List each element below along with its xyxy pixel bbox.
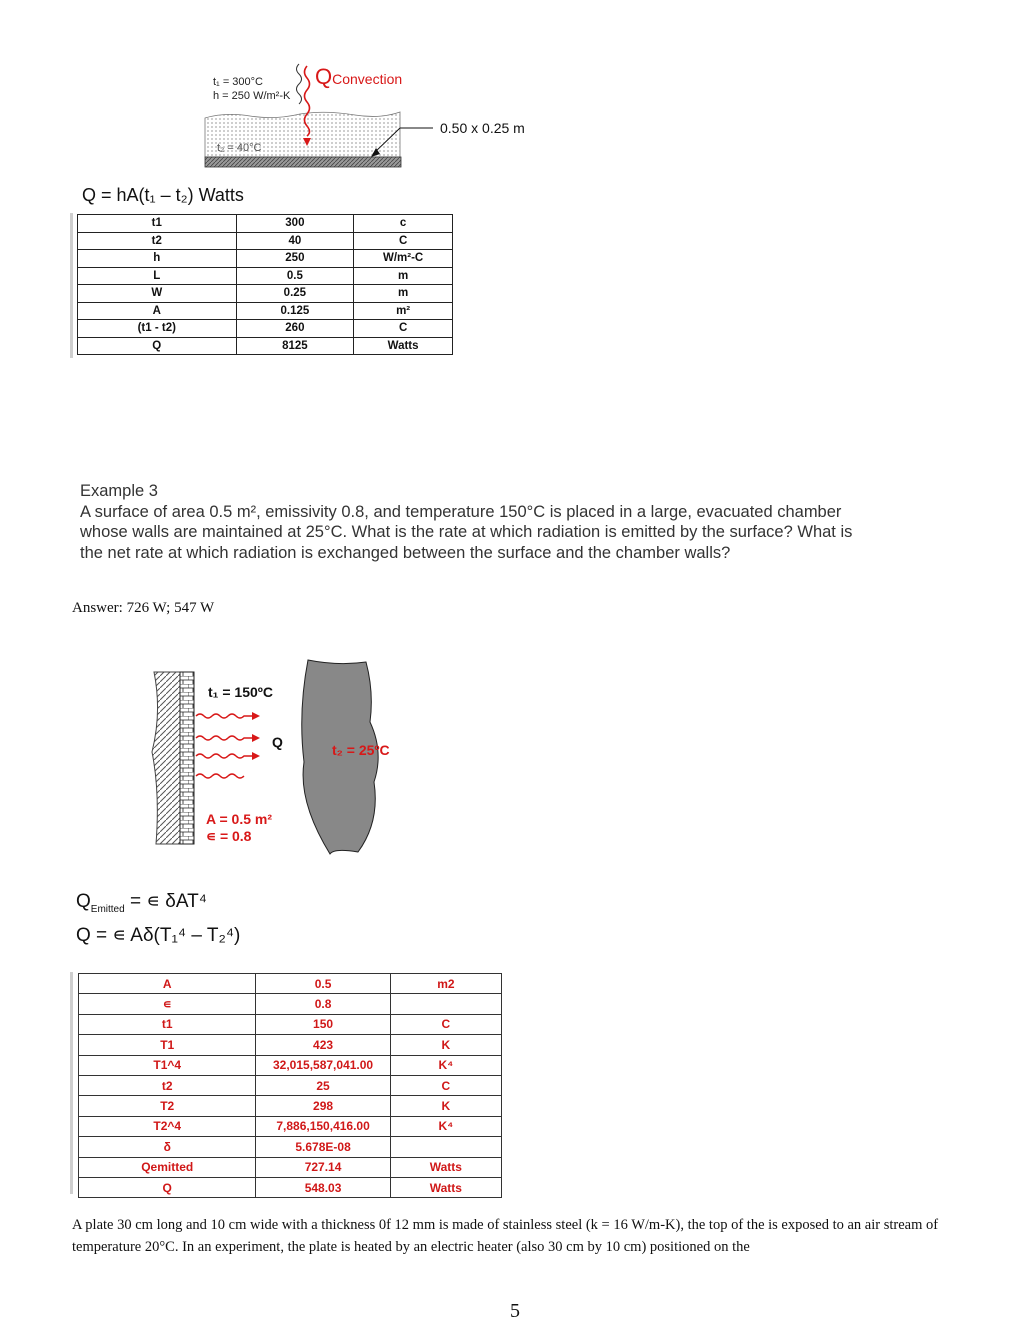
table-cell: 0.125 <box>236 302 354 320</box>
radiation-figure <box>148 652 428 862</box>
table-row <box>78 337 453 355</box>
table-cell: m² <box>354 302 453 320</box>
table-row <box>79 1096 502 1116</box>
radiation-arrowheads <box>252 712 260 760</box>
table-cell: Q <box>78 337 237 355</box>
table-cell: 25 <box>256 1075 390 1095</box>
table-cell: 5.678E-08 <box>256 1137 390 1157</box>
table-row <box>79 1157 502 1177</box>
table-cell: 32,015,587,041.00 <box>256 1055 390 1075</box>
table-cell: m <box>354 267 453 285</box>
table-cell: Watts <box>390 1157 501 1177</box>
q-symbol: Q <box>315 64 333 89</box>
q-convection-label <box>315 64 402 90</box>
table-cell: 8125 <box>236 337 354 355</box>
table-cell: T2^4 <box>79 1116 256 1136</box>
table-cell: 727.14 <box>256 1157 390 1177</box>
problem-paragraph: A plate 30 cm long and 10 cm wide with a thickness 0f 12 mm is made of stainless steel (k = 16 W/m-K), the top of the is exposed to an air stream of temperature 20°C. In an experiment, the plate is heated by an electric heater (also 30 cm by 10 cm) positioned on the <box>72 1217 939 1255</box>
fig2-t2-label: t₂ = 25ºC <box>332 742 390 758</box>
table-row <box>78 267 453 285</box>
brick-surface <box>180 672 194 844</box>
table-cell: 250 <box>236 250 354 268</box>
table-row <box>78 320 453 338</box>
answer-text: Answer: 726 W; 547 W <box>72 600 215 616</box>
table-cell: C <box>390 1014 501 1034</box>
radiation-table <box>78 973 502 1198</box>
table-cell: 260 <box>236 320 354 338</box>
table-cell: Qemitted <box>79 1157 256 1177</box>
table-cell <box>390 1137 501 1157</box>
q-subscript: Convection <box>332 71 403 87</box>
left-margin-mark <box>70 213 73 358</box>
wall-hatch <box>152 672 180 844</box>
table-cell: 0.5 <box>236 267 354 285</box>
fig2-t1-label: t₁ = 150ºC <box>208 684 273 700</box>
dimension-label: 0.50 x 0.25 m <box>440 120 525 136</box>
table-cell: W <box>78 285 237 303</box>
label-brace <box>297 64 302 104</box>
t1-label: t₁ = 300°C <box>213 76 263 88</box>
table-cell: C <box>390 1075 501 1095</box>
table-row <box>79 1116 502 1136</box>
emitted-rest: = ∊ δAT⁴ <box>124 891 207 912</box>
convection-figure <box>195 58 555 178</box>
example-3-body: A surface of area 0.5 m², emissivity 0.8, and temperature 150°C is placed in a large, evacuated chamber whose walls are maintained at 25°C. What is the rate at which radiation is emitted by the surface? What is the net rate at which radiation is exchanged between the surface and the chamber walls? <box>80 502 853 562</box>
radiation-arrows <box>196 714 252 778</box>
table-cell: L <box>78 267 237 285</box>
plate <box>205 157 401 167</box>
table-cell: t1 <box>78 215 237 233</box>
table-cell: 40 <box>236 232 354 250</box>
table-cell: Q <box>79 1177 256 1197</box>
t2-label: t₂ = 40°C <box>217 142 262 154</box>
page-number: 5 <box>510 1300 520 1322</box>
emitted-subscript: Emitted <box>90 903 125 915</box>
left-margin-mark <box>70 972 73 1194</box>
table-cell: T1 <box>79 1035 256 1055</box>
table-cell: h <box>78 250 237 268</box>
emitted-q: Q <box>76 891 91 912</box>
table-cell: 423 <box>256 1035 390 1055</box>
fig2-q-label: Q <box>272 734 283 750</box>
table-cell <box>390 994 501 1014</box>
table-cell: 0.5 <box>256 974 390 994</box>
example-3-block <box>80 481 870 563</box>
table-cell: T2 <box>79 1096 256 1116</box>
convection-formula: Q = hA(t₁ – t₂) Watts <box>82 185 244 205</box>
table-row <box>79 1035 502 1055</box>
table-cell: T1^4 <box>79 1055 256 1075</box>
table-row <box>78 285 453 303</box>
table-cell: A <box>79 974 256 994</box>
table-cell: 0.8 <box>256 994 390 1014</box>
table-row <box>78 302 453 320</box>
table-cell: C <box>354 320 453 338</box>
table-cell: (t1 - t2) <box>78 320 237 338</box>
h-label: h = 250 W/m²-K <box>213 90 291 102</box>
table-cell: Watts <box>390 1177 501 1197</box>
table-cell: c <box>354 215 453 233</box>
table-row <box>79 1075 502 1095</box>
table-cell: m <box>354 285 453 303</box>
table-cell: C <box>354 232 453 250</box>
table-cell: t2 <box>78 232 237 250</box>
table-cell: δ <box>79 1137 256 1157</box>
table-row <box>79 1055 502 1075</box>
table-cell: 298 <box>256 1096 390 1116</box>
net-formula: Q = ∊ Aδ(T₁⁴ – T₂⁴) <box>76 925 241 946</box>
table-cell: 300 <box>236 215 354 233</box>
table-cell: 150 <box>256 1014 390 1034</box>
emitted-formula <box>76 890 207 915</box>
table-cell: t1 <box>79 1014 256 1034</box>
table-cell: A <box>78 302 237 320</box>
table-row <box>79 974 502 994</box>
table-row <box>79 1177 502 1197</box>
table-cell: 548.03 <box>256 1177 390 1197</box>
table-cell: Watts <box>354 337 453 355</box>
table-cell: K <box>390 1096 501 1116</box>
table-row <box>78 215 453 233</box>
convection-table <box>77 214 453 355</box>
table-cell: m2 <box>390 974 501 994</box>
table-cell: K⁴ <box>390 1055 501 1075</box>
table-cell: ∊ <box>79 994 256 1014</box>
table-cell: 0.25 <box>236 285 354 303</box>
table-row <box>79 1137 502 1157</box>
example-3-title: Example 3 <box>80 482 158 500</box>
table-cell: K⁴ <box>390 1116 501 1136</box>
table-cell: 7,886,150,416.00 <box>256 1116 390 1136</box>
fig2-area-label: A = 0.5 m² <box>206 811 273 827</box>
table-row <box>79 1014 502 1034</box>
table-row <box>78 250 453 268</box>
table-cell: K <box>390 1035 501 1055</box>
table-row <box>79 994 502 1014</box>
fig2-emissivity-label: ∊ = 0.8 <box>206 828 252 844</box>
table-cell: W/m²-C <box>354 250 453 268</box>
table-cell: t2 <box>79 1075 256 1095</box>
table-row <box>78 232 453 250</box>
